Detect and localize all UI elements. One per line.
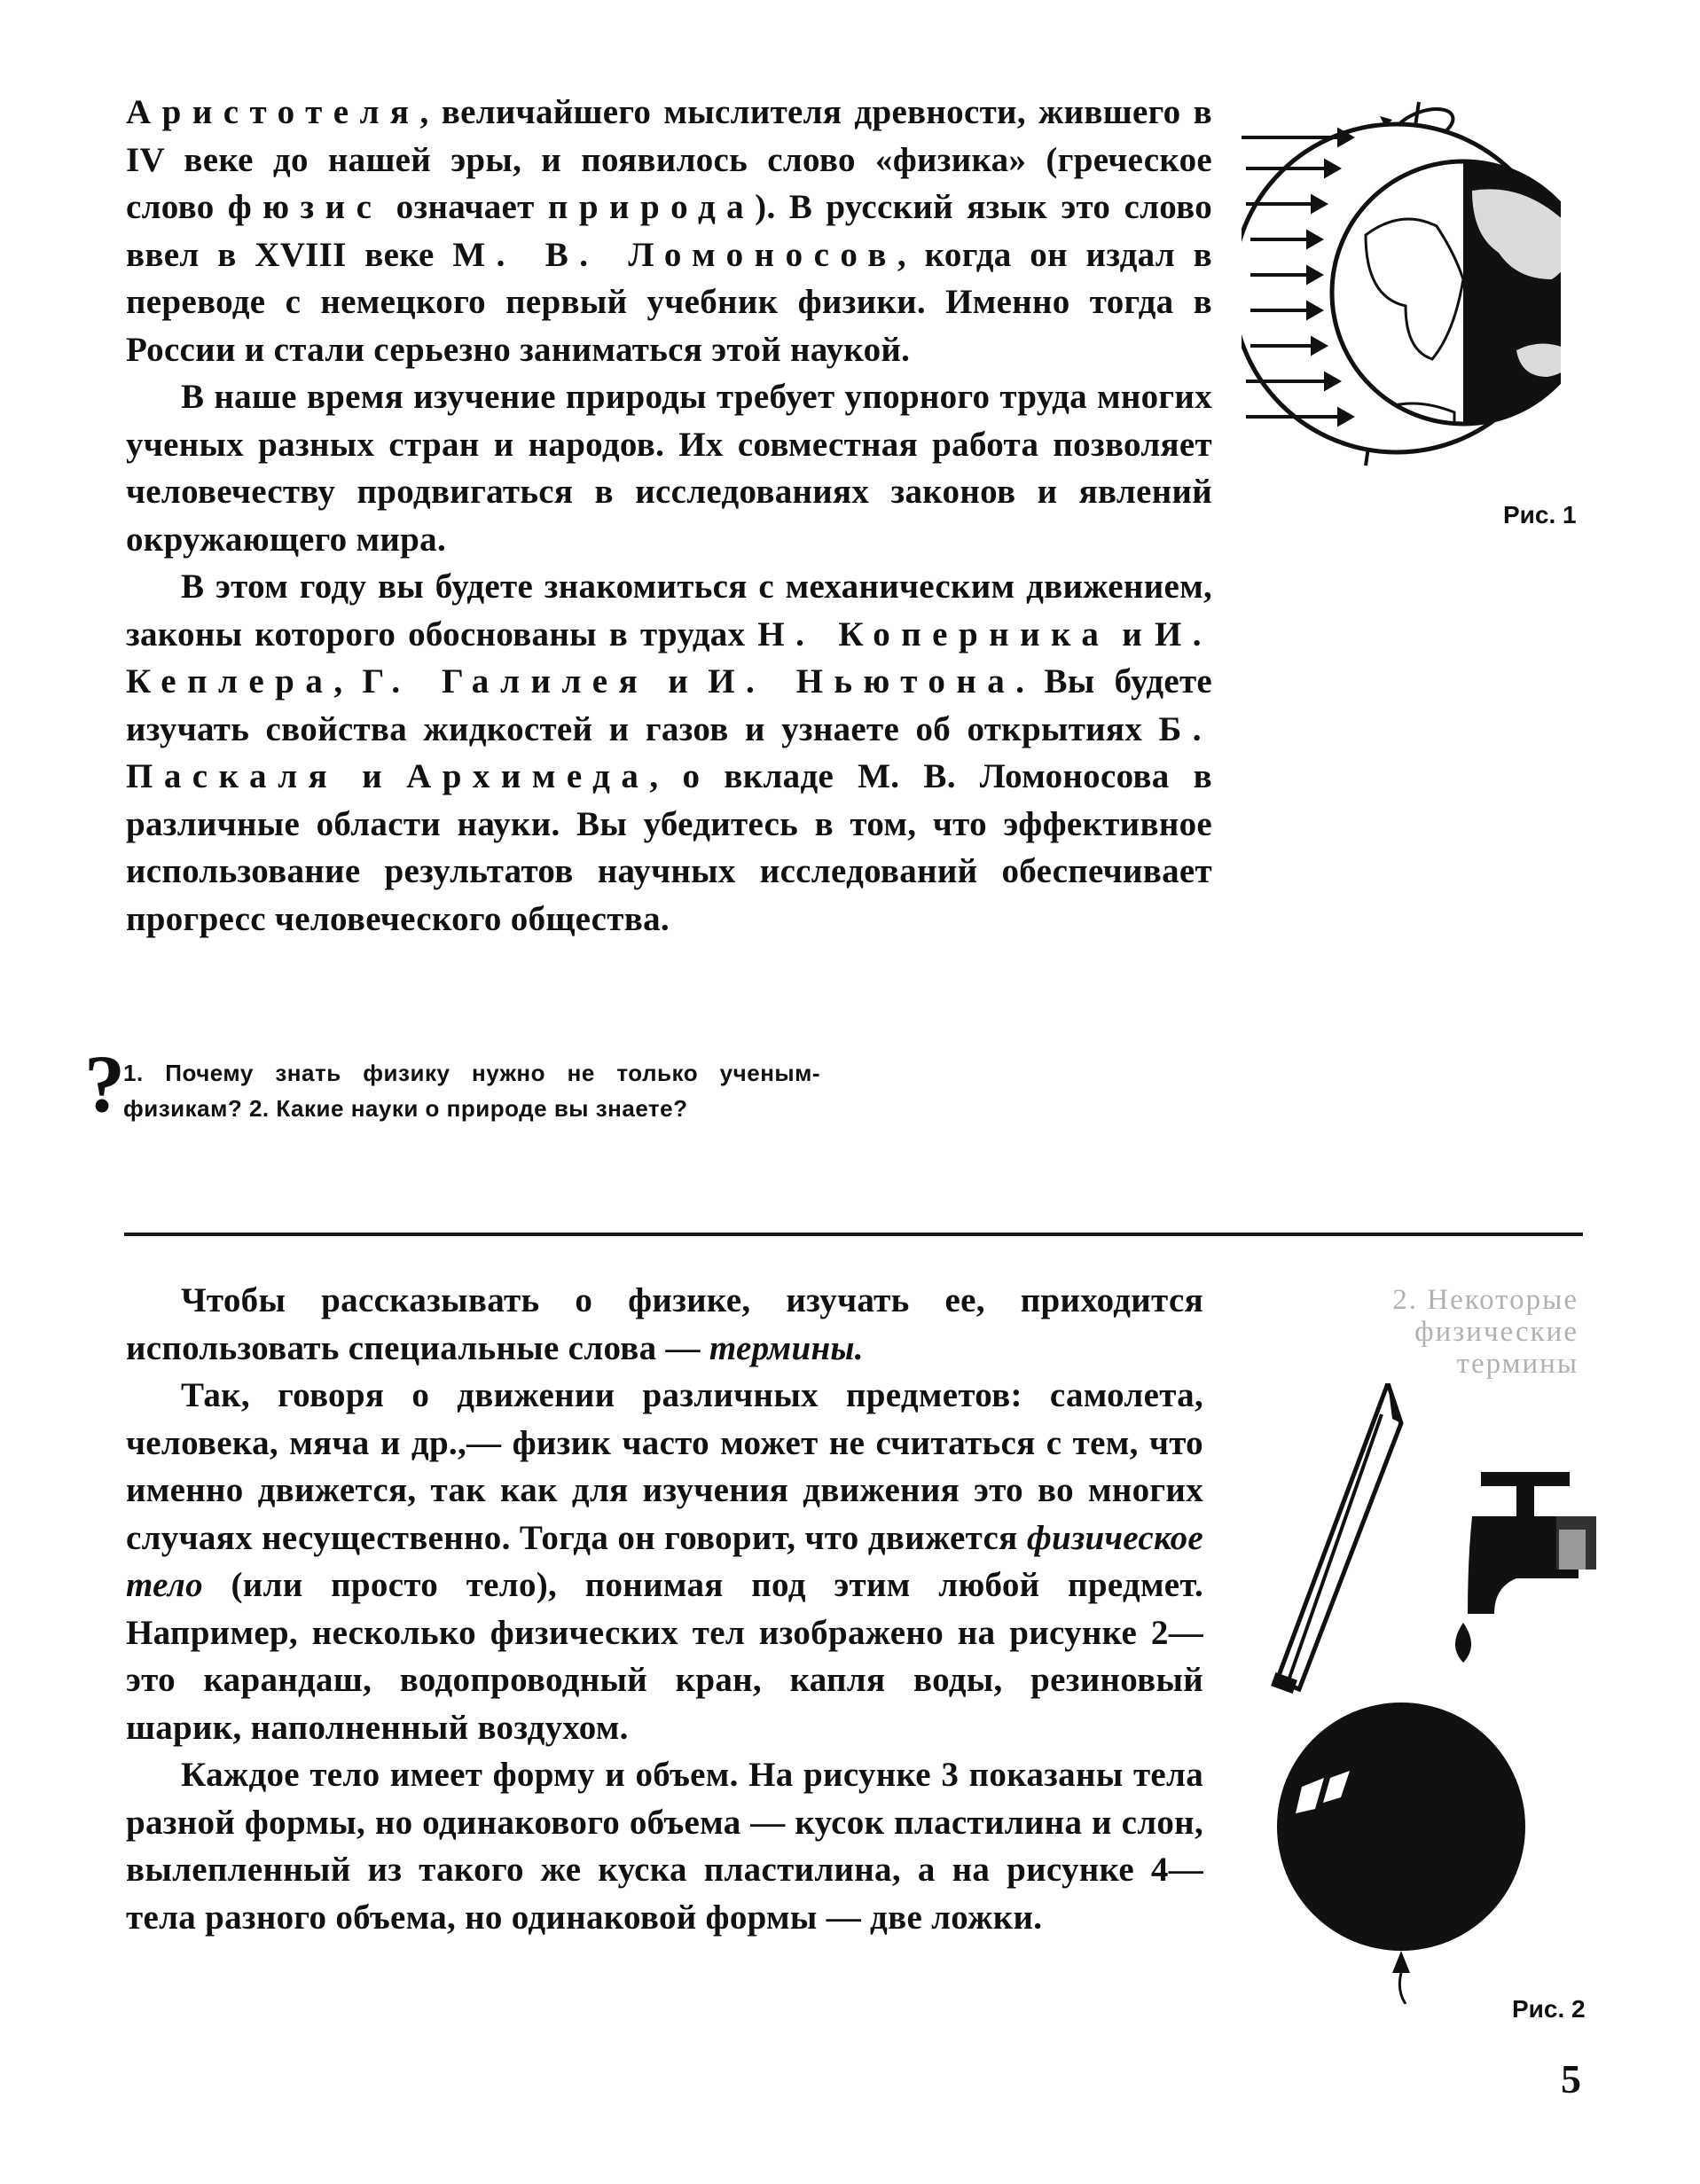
figure-2-physical-bodies-illustration xyxy=(1242,1383,1596,2004)
figure-2-caption: Рис. 2 xyxy=(1512,1995,1586,2023)
pencil-icon xyxy=(1271,1383,1401,1694)
question-mark-icon: ? xyxy=(84,1038,125,1129)
paragraph-terms: Чтобы рассказывать о физике, изучать ее, приходится использовать специальные слова — термины. xyxy=(126,1281,1203,1367)
paragraph-physical-body: Так, говоря о движении различных предметов: самолета, человека, мяча и др.,— физик часто может не считаться с тем, что именно движется, так как для изучения движения это во многих случаях несущественно. Тогда он говорит, что движется физическое тело (или просто тело), понимая под этим любой предмет. Например, несколько физических тел изображено на рисунке 2— это карандаш, водопроводный кран, капля воды, резиновый шарик, наполненный воздухом. xyxy=(126,1376,1203,1747)
paragraph-this-year: В этом году вы будете знакомиться с механическим движением, законы которого обоснованы в трудах Н. Коперника и И. Кеплера, Г. Галилея и И. Ньютона. Вы будете изучать свойства жидкостей и газов и узнаете об открытиях Б. Паскаля и Архимеда, о вкладе М. В. Ломоносова в различные области науки. Вы убедитесь в том, что эффективное использование результатов научных исследований обеспечивает прогресс человеческого общества. xyxy=(126,568,1213,938)
figure-1-caption: Рис. 1 xyxy=(1503,501,1577,528)
page-number: 5 xyxy=(1561,2056,1581,2102)
top-text-block xyxy=(126,89,1212,943)
paragraph-aristotle: Аристотеля, величайшего мыслителя древности, жившего в IV веке до нашей эры, и появилось слово «физика» (греческое слово фюзис означает природа). В русский язык это слово ввел в XVIII веке М. В. Ломоносов, когда он издал в переводе с немецкого первый учебник физики. Именно тогда в России и стали серьезно заниматься этой наукой. xyxy=(126,93,1212,369)
section-divider xyxy=(124,1233,1583,1236)
paragraph-modern-research: В наше время изучение природы требует упорного труда многих ученых разных стран и народов. Их совместная работа позволяет человечеству продвигаться в исследованиях законов и явлений окружающего мира. xyxy=(126,378,1212,559)
section-heading: 2. Некоторые физические термины xyxy=(1392,1284,1579,1380)
bottom-text-block xyxy=(126,1277,1203,1941)
paragraph-shape-volume: Каждое тело имеет форму и объем. На рисунке 3 показаны тела разной формы, но одинакового объема — кусок пластилина и слон, вылепленный из такого же куска пластилина, а на рисунке 4— тела разного объема, но одинаковой формы — две ложки. xyxy=(126,1756,1203,1937)
questions-text: 1. Почему знать физику нужно не только ученым-физикам? 2. Какие науки о природе вы знаете? xyxy=(123,1060,820,1122)
balloon-icon xyxy=(1277,1703,1525,2004)
review-questions xyxy=(84,1038,820,1129)
water-drop-icon xyxy=(1455,1623,1471,1663)
water-tap-icon xyxy=(1468,1472,1596,1614)
figure-1-earth-illustration xyxy=(1242,84,1561,483)
